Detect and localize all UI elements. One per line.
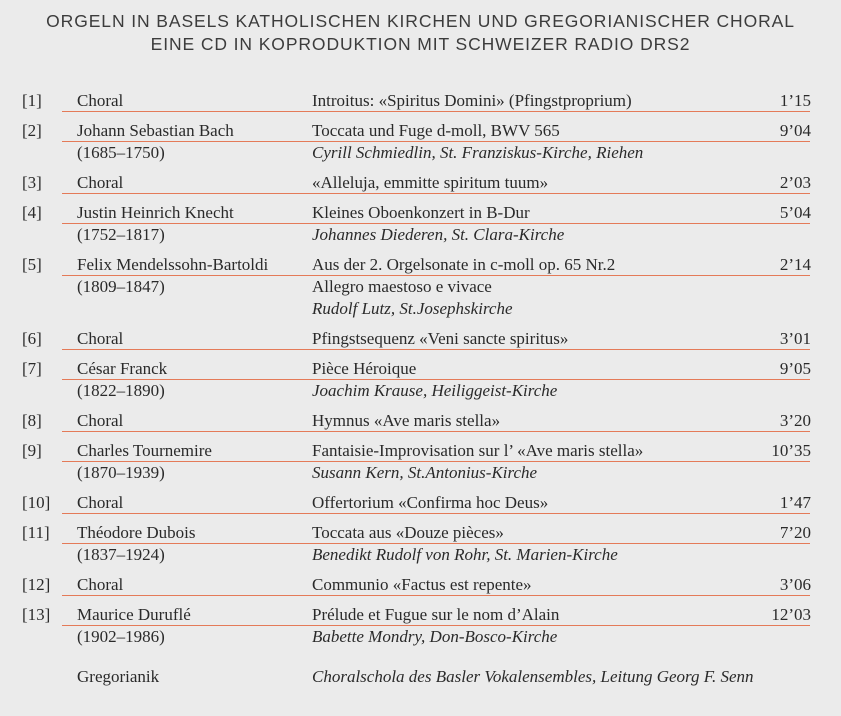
track-composer: Felix Mendelssohn-Bartoldi (77, 255, 269, 274)
track-composer-dates: (1752–1817) (77, 225, 165, 244)
track-divider (62, 275, 810, 276)
track-composer-dates: (1837–1924) (77, 545, 165, 564)
track-composer: Choral (77, 91, 124, 110)
track-work: Communio «Factus est repente» (312, 575, 532, 594)
track-composer: César Franck (77, 359, 168, 378)
track-work: Fantaisie-Improvisation sur l’ «Ave maris stella» (312, 441, 644, 460)
track-number: [1] (22, 91, 42, 110)
track-duration: 1’15 (779, 91, 811, 110)
track-performer: Babette Mondry, Don-Bosco-Kirche (312, 627, 558, 646)
track-work: Introitus: «Spiritus Domini» (Pfingstproprium) (312, 91, 632, 110)
footer-label: Gregorianik (77, 667, 160, 686)
track-number: [5] (22, 255, 42, 274)
track-performer: Benedikt Rudolf von Rohr, St. Marien-Kirche (312, 545, 618, 564)
track-composer: Charles Tournemire (77, 441, 212, 460)
track-composer: Johann Sebastian Bach (77, 121, 234, 140)
track-number: [7] (22, 359, 42, 378)
track-duration: 12’03 (771, 605, 811, 624)
track-divider (62, 141, 810, 142)
track-duration: 10’35 (771, 441, 811, 460)
track-composer: Théodore Dubois (77, 523, 196, 542)
track-composer-dates: (1685–1750) (77, 143, 165, 162)
header-subtitle: EINE CD IN KOPRODUKTION MIT SCHWEIZER RADIO DRS2 (150, 34, 691, 54)
track-movement: Allegro maestoso e vivace (312, 277, 492, 296)
track-number: [3] (22, 173, 42, 192)
track-work: Hymnus «Ave maris stella» (312, 411, 501, 430)
track-divider (62, 111, 810, 112)
track-composer-dates: (1870–1939) (77, 463, 165, 482)
track-composer: Choral (77, 173, 124, 192)
header-title: ORGELN IN BASELS KATHOLISCHEN KIRCHEN UND GREGORIANISCHER CHORAL (46, 11, 795, 31)
track-work: Aus der 2. Orgelsonate in c-moll op. 65 Nr.2 (312, 255, 616, 274)
track-divider (62, 431, 810, 432)
track-duration: 9’05 (779, 359, 811, 378)
track-divider (62, 379, 810, 380)
track-composer: Choral (77, 411, 124, 430)
track-work: Prélude et Fugue sur le nom d’Alain (312, 605, 560, 624)
track-work: Toccata und Fuge d-moll, BWV 565 (312, 121, 560, 140)
track-performer: Susann Kern, St.Antonius-Kirche (312, 463, 538, 482)
track-duration: 7’20 (779, 523, 811, 542)
track-work: «Alleluja, emmitte spiritum tuum» (312, 173, 549, 192)
track-composer-dates: (1822–1890) (77, 381, 165, 400)
track-number: [8] (22, 411, 42, 430)
track-number: [13] (22, 605, 51, 624)
track-performer: Johannes Diederen, St. Clara-Kirche (312, 225, 565, 244)
track-duration: 2’14 (779, 255, 811, 274)
track-duration: 3’06 (779, 575, 811, 594)
track-composer: Choral (77, 329, 124, 348)
track-number: [2] (22, 121, 42, 140)
track-composer-dates: (1809–1847) (77, 277, 165, 296)
track-divider (62, 625, 810, 626)
track-duration: 2’03 (779, 173, 811, 192)
track-work: Toccata aus «Douze pièces» (312, 523, 504, 542)
track-composer: Choral (77, 493, 124, 512)
track-duration: 1’47 (779, 493, 811, 512)
track-work: Offertorium «Confirma hoc Deus» (312, 493, 549, 512)
track-composer: Maurice Duruflé (77, 605, 191, 624)
track-number: [11] (22, 523, 50, 542)
track-number: [9] (22, 441, 42, 460)
track-divider (62, 513, 810, 514)
track-divider (62, 223, 810, 224)
track-duration: 3’20 (779, 411, 811, 430)
track-performer: Cyrill Schmiedlin, St. Franziskus-Kirche, Riehen (312, 143, 644, 162)
track-duration: 3’01 (779, 329, 811, 348)
track-work: Pfingstsequenz «Veni sancte spiritus» (312, 329, 569, 348)
track-divider (62, 595, 810, 596)
track-performer: Rudolf Lutz, St.Josephskirche (312, 299, 513, 318)
track-divider (62, 193, 810, 194)
track-duration: 9’04 (779, 121, 811, 140)
footer-performer: Choralschola des Basler Vokalensembles, Leitung Georg F. Senn (312, 667, 754, 686)
track-work: Kleines Oboenkonzert in B-Dur (312, 203, 530, 222)
track-divider (62, 349, 810, 350)
track-number: [10] (22, 493, 51, 512)
track-duration: 5’04 (779, 203, 811, 222)
track-performer: Joachim Krause, Heiliggeist-Kirche (312, 381, 558, 400)
track-composer-dates: (1902–1986) (77, 627, 165, 646)
track-work: Pièce Héroique (312, 359, 417, 378)
track-number: [4] (22, 203, 42, 222)
track-composer: Justin Heinrich Knecht (77, 203, 234, 222)
track-composer: Choral (77, 575, 124, 594)
track-divider (62, 543, 810, 544)
track-divider (62, 461, 810, 462)
track-number: [12] (22, 575, 51, 594)
track-number: [6] (22, 329, 42, 348)
